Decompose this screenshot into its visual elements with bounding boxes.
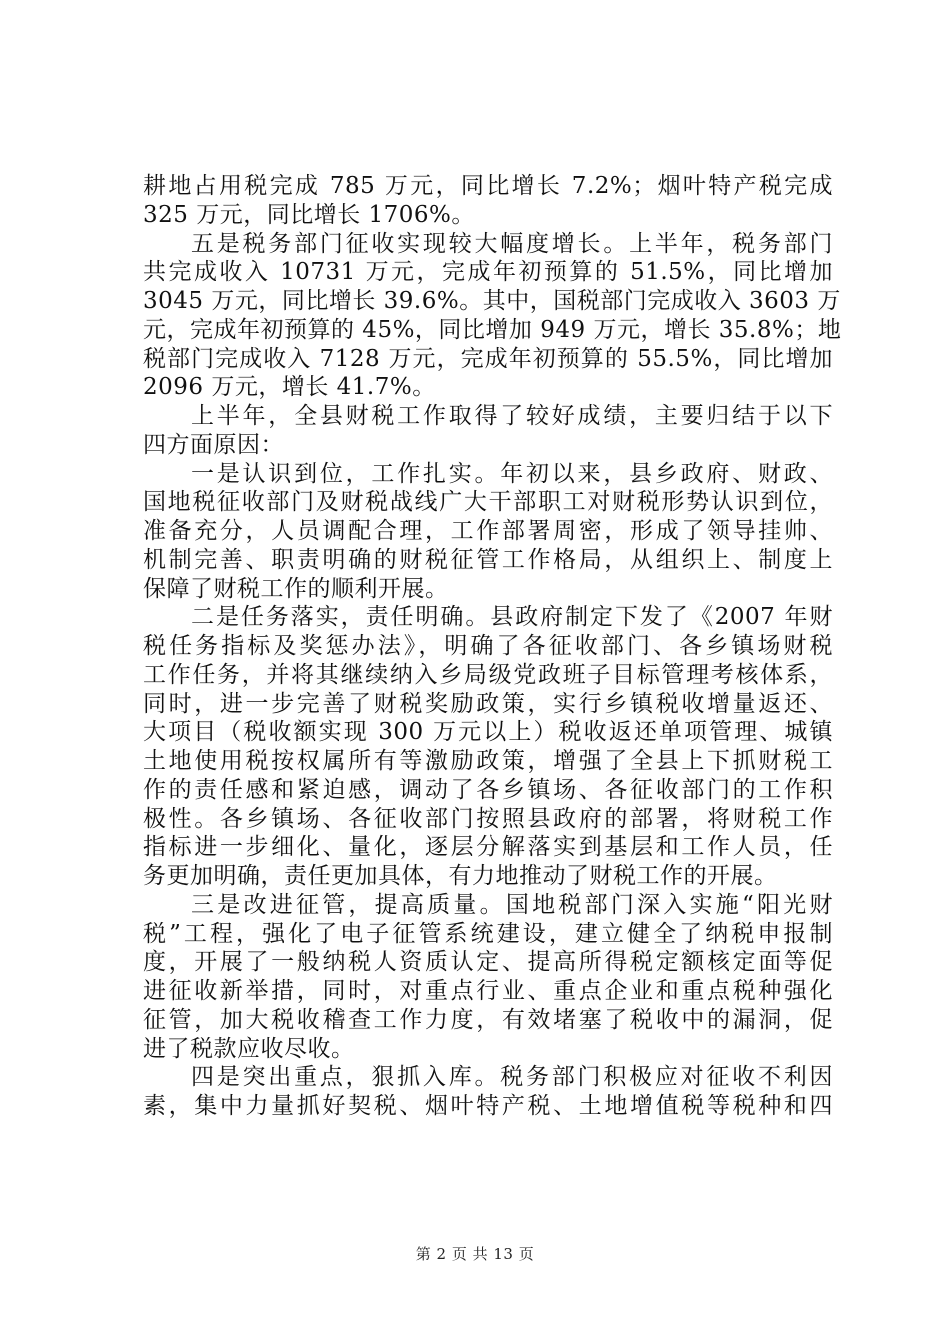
text-line: 征管，加大税收稽查工作力度，有效堵塞了税收中的漏洞，促	[143, 1006, 833, 1033]
paragraph-point-five	[143, 230, 842, 403]
paragraph-point-one	[143, 460, 833, 604]
text-line: 税部门完成收入 7128 万元，完成年初预算的 55.5%，同比增加	[143, 345, 833, 372]
text-line: 指标进一步细化、量化，逐层分解落实到基层和工作人员，任	[143, 834, 833, 861]
text-line: 作的责任感和紧迫感，调动了各乡镇场、各征收部门的工作积	[143, 776, 833, 803]
text-line: 机制完善、职责明确的财税征管工作格局，从组织上、制度上	[143, 546, 833, 573]
text-line: 保障了财税工作的顺利开展。	[143, 575, 449, 602]
text-line: 进了税款应收尽收。	[143, 1035, 355, 1062]
text-line: 共完成收入 10731 万元，完成年初预算的 51.5%，同比增加	[143, 259, 833, 286]
paragraph-tax-continuation	[143, 172, 833, 230]
text-line: 四方面原因：	[143, 431, 284, 458]
paragraph-summary	[143, 402, 833, 460]
text-line: 三是改进征管，提高质量。国地税部门深入实施“阳光财	[191, 891, 833, 918]
text-line: 土地使用税按权属所有等激励政策，增强了全县上下抓财税工	[143, 748, 833, 774]
page-number-label: 第 2 页 共 13 页	[415, 1245, 535, 1263]
page-footer	[0, 1243, 950, 1264]
text-line: 素，集中力量抓好契税、烟叶特产税、土地增值税等税种和四	[143, 1093, 833, 1119]
text-line: 准备充分，人员调配合理，工作部署周密，形成了领导挂帅、	[143, 518, 833, 544]
text-line: 税任务指标及奖惩办法》，明确了各征收部门、各乡镇场财税	[143, 633, 833, 659]
text-line: 税”工程，强化了电子征管系统建设，建立健全了纳税申报制	[143, 920, 833, 947]
text-line: 一是认识到位，工作扎实。年初以来，县乡政府、财政、	[191, 460, 833, 487]
paragraph-point-three	[143, 891, 833, 1064]
text-line: 上半年，全县财税工作取得了较好成绩，主要归结于以下	[191, 403, 833, 429]
text-line: 同时，进一步完善了财税奖励政策，实行乡镇税收增量返还、	[143, 690, 833, 717]
paragraph-point-two	[143, 603, 833, 891]
text-line: 工作任务，并将其继续纳入乡局级党政班子目标管理考核体系，	[143, 661, 833, 688]
text-line: 四是突出重点，狠抓入库。税务部门积极应对征收不利因	[191, 1064, 833, 1091]
paragraph-point-four	[143, 1063, 833, 1121]
text-line: 极性。各乡镇场、各征收部门按照县政府的部署，将财税工作	[143, 805, 833, 832]
text-line: 进征收新举措，同时，对重点行业、重点企业和重点税种强化	[143, 978, 833, 1004]
text-line: 2096 万元，增长 41.7%。	[143, 374, 436, 401]
text-line: 3045 万元，同比增长 39.6%。其中，国税部门完成收入 3603 万	[143, 288, 841, 314]
document-body	[143, 172, 842, 1121]
text-line: 国地税征收部门及财税战线广大干部职工对财税形势认识到位，	[143, 489, 833, 516]
text-line: 度，开展了一般纳税人资质认定、提高所得税定额核定面等促	[143, 949, 833, 976]
text-line: 务更加明确，责任更加具体，有力地推动了财税工作的开展。	[143, 863, 778, 889]
text-line: 五是税务部门征收实现较大幅度增长。上半年，税务部门	[191, 230, 833, 257]
text-line: 元，完成年初预算的 45%，同比增加 949 万元，增长 35.8%；地	[143, 316, 842, 343]
text-line: 325 万元，同比增长 1706%。	[143, 201, 475, 228]
text-line: 二是任务落实，责任明确。县政府制定下发了《2007 年财	[191, 604, 833, 631]
text-line: 大项目（税收额实现 300 万元以上）税收返还单项管理、城镇	[143, 719, 833, 746]
text-line: 耕地占用税完成 785 万元，同比增长 7.2%；烟叶特产税完成	[143, 173, 833, 199]
